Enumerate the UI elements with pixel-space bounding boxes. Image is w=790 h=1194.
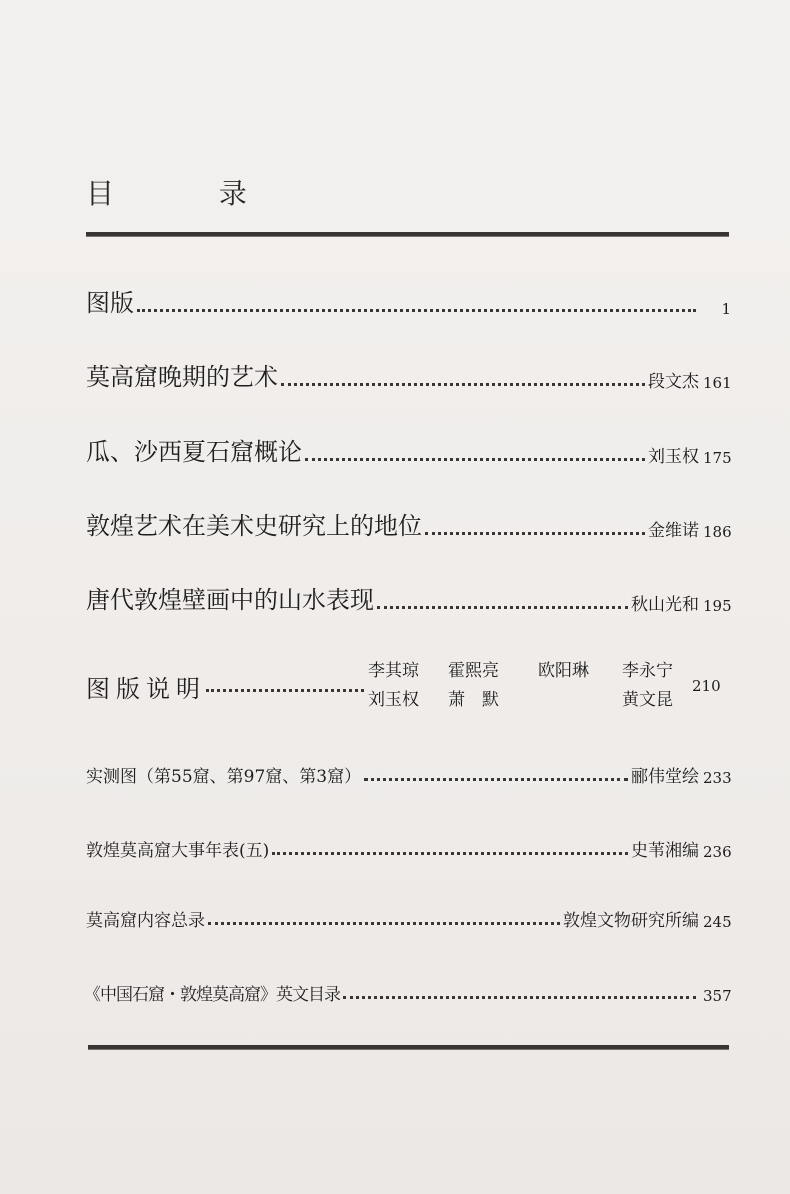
entry-author: 黄文昆: [622, 690, 673, 710]
entry-page: 195: [703, 597, 732, 615]
leader-dots: [305, 458, 645, 461]
entry-title: 实测图（第55窟、第97窟、第3窟）: [86, 767, 362, 787]
toc-entry[interactable]: [86, 762, 731, 787]
entry-page: 236: [703, 843, 732, 861]
leader-dots: [377, 606, 628, 609]
toc-entry[interactable]: [86, 357, 731, 392]
leader-dots: [208, 922, 560, 925]
entry-title: 瓜、沙西夏石窟概论: [86, 438, 302, 466]
entry-author: 刘玉权: [648, 447, 699, 467]
toc-entry[interactable]: [86, 836, 731, 861]
leader-dots: [281, 383, 645, 386]
entry-author: 李永宁: [622, 661, 673, 681]
toc-entry[interactable]: [86, 432, 731, 467]
leader-dots: [343, 996, 696, 999]
top-rule: [86, 232, 729, 237]
entry-title: 敦煌艺术在美术史研究上的地位: [86, 512, 422, 540]
toc-entry[interactable]: [86, 906, 731, 931]
bottom-rule: [88, 1045, 729, 1050]
leader-dots: [272, 852, 628, 855]
toc-entry[interactable]: [86, 506, 731, 541]
leader-dots: [206, 689, 364, 692]
entry-title: 唐代敦煌壁画中的山水表现: [86, 586, 374, 614]
toc-entry[interactable]: [86, 580, 731, 615]
entry-author: 萧 默: [448, 690, 499, 710]
entry-authors: [368, 657, 682, 715]
entry-author: 敦煌文物研究所编: [563, 911, 699, 931]
entry-author: 郦伟堂绘: [631, 767, 699, 787]
entry-title: 《中国石窟・敦煌莫高窟》英文目录: [84, 985, 340, 1005]
entry-author: [538, 686, 622, 715]
entry-page: 175: [703, 449, 732, 467]
entry-title: 图版说明: [86, 674, 206, 703]
entry-page: 186: [703, 523, 732, 541]
entry-author: 霍熙亮: [448, 661, 499, 681]
page-heading: 目 录: [86, 177, 295, 210]
entry-author: 金维诺: [648, 521, 699, 541]
entry-author: 段文杰: [648, 372, 699, 392]
entry-page: 245: [703, 913, 732, 931]
entry-page: 357: [703, 987, 732, 1005]
entry-page: 210: [692, 677, 721, 695]
toc-entry[interactable]: [86, 283, 731, 318]
entry-author: 秋山光和: [631, 595, 699, 615]
entry-page: 233: [703, 769, 732, 787]
leader-dots: [425, 532, 645, 535]
leader-dots: [137, 309, 696, 312]
leader-dots: [364, 778, 628, 781]
entry-author: 欧阳琳: [538, 661, 589, 681]
entry-title: 莫高窟晚期的艺术: [86, 363, 278, 391]
entry-page: 161: [703, 374, 732, 392]
toc-entry[interactable]: [86, 656, 731, 716]
entry-title: 图版: [86, 289, 134, 317]
entry-author: 李其琼: [368, 661, 419, 681]
entry-author: 史苇湘编: [631, 841, 699, 861]
entry-page: 1: [721, 300, 731, 318]
entry-title: 莫高窟内容总录: [86, 911, 205, 931]
toc-entry[interactable]: [86, 980, 731, 1005]
entry-title: 敦煌莫高窟大事年表(五): [86, 841, 270, 861]
entry-author: 刘玉权: [368, 690, 419, 710]
